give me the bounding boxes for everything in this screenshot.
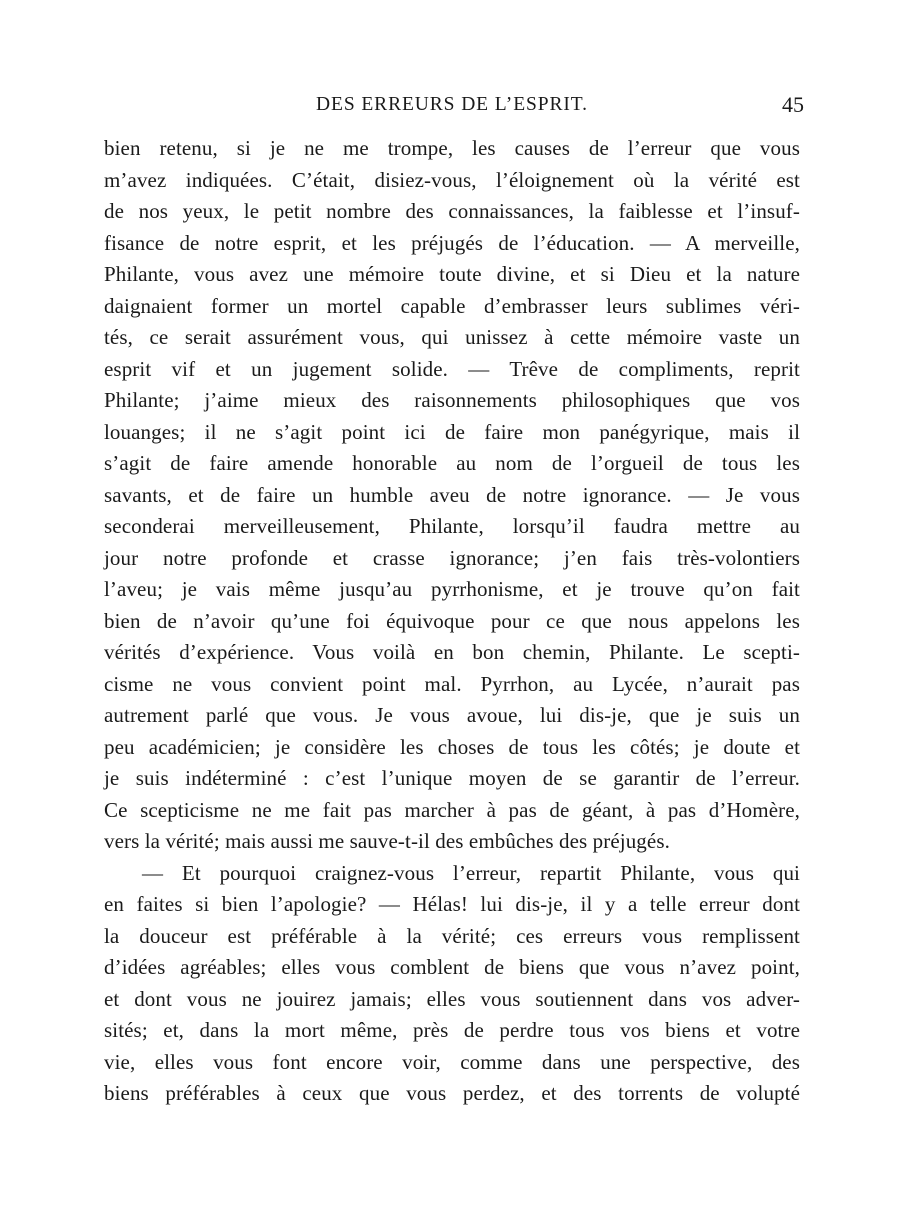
text-line: tés, ce serait assurément vous, qui unissez à cette mémoire vaste un (104, 325, 800, 349)
text-line: seconderai merveilleusement, Philante, lorsqu’il faudra mettre au (104, 514, 800, 538)
text-line: daignaient former un mortel capable d’embrasser leurs sublimes véri- (104, 293, 800, 318)
text-line: de nos yeux, le petit nombre des connaissances, la faiblesse et l’insuf- (104, 199, 800, 223)
text-line: peu académicien; je considère les choses de tous les côtés; je doute et (104, 734, 800, 759)
text-line: l’aveu; je vais même jusqu’au pyrrhonisme, et je trouve qu’on fait (104, 577, 800, 601)
paragraph-end-line: vers la vérité; mais aussi me sauve-t-il des embûches des préjugés. (104, 829, 670, 853)
text-line: Ce scepticisme ne me fait pas marcher à pas de géant, à pas d’Homère, (104, 797, 800, 822)
body-text (104, 133, 800, 1110)
text-line: d’idées agréables; elles vous comblent de biens que vous n’avez point, (104, 955, 800, 979)
text-line: vie, elles vous font encore voir, comme dans une perspective, des (104, 1049, 800, 1074)
text-line: cisme ne vous convient point mal. Pyrrhon, au Lycée, n’aurait pas (104, 671, 800, 696)
text-line: esprit vif et un jugement solide. — Trêve de compliments, reprit (104, 356, 800, 381)
paragraph-start-line: — Et pourquoi craignez-vous l’erreur, repartit Philante, vous qui (142, 860, 800, 885)
text-line: Philante, vous avez une mémoire toute divine, et si Dieu et la nature (104, 262, 800, 286)
text-line: biens préférables à ceux que vous perdez, et des torrents de volupté (104, 1081, 800, 1105)
text-line: bien retenu, si je ne me trompe, les causes de l’erreur que vous (104, 136, 800, 160)
text-line: et dont vous ne jouirez jamais; elles vous soutiennent dans vos adver- (104, 986, 800, 1011)
text-line: Philante; j’aime mieux des raisonnements philosophiques que vos (104, 388, 800, 412)
text-line: sités; et, dans la mort même, près de perdre tous vos biens et votre (104, 1018, 800, 1042)
text-line: m’avez indiquées. C’était, disiez-vous, l’éloignement où la vérité est (104, 167, 800, 192)
text-line: bien de n’avoir qu’une foi équivoque pour ce que nous appelons les (104, 608, 800, 633)
text-line: je suis indéterminé : c’est l’unique moyen de se garantir de l’erreur. (104, 766, 800, 790)
text-line: vérités d’expérience. Vous voilà en bon chemin, Philante. Le scepti- (104, 640, 800, 664)
text-line: s’agit de faire amende honorable au nom de l’orgueil de tous les (104, 451, 800, 475)
text-line: louanges; il ne s’agit point ici de faire mon panégyrique, mais il (104, 419, 800, 444)
running-title: DES ERREURS DE L’ESPRIT. (316, 94, 588, 115)
text-line: savants, et de faire un humble aveu de notre ignorance. — Je vous (104, 482, 800, 507)
running-head (104, 90, 804, 120)
text-line: en faites si bien l’apologie? — Hélas! lui dis-je, il y a telle erreur dont (104, 892, 800, 916)
text-line: fisance de notre esprit, et les préjugés de l’éducation. — A merveille, (104, 230, 800, 255)
text-line: jour notre profonde et crasse ignorance; j’en fais très-volontiers (104, 545, 800, 570)
text-line: la douceur est préférable à la vérité; ces erreurs vous remplissent (104, 923, 800, 948)
page-number: 45 (782, 92, 804, 117)
text-line: autrement parlé que vous. Je vous avoue, lui dis-je, que je suis un (104, 703, 800, 727)
